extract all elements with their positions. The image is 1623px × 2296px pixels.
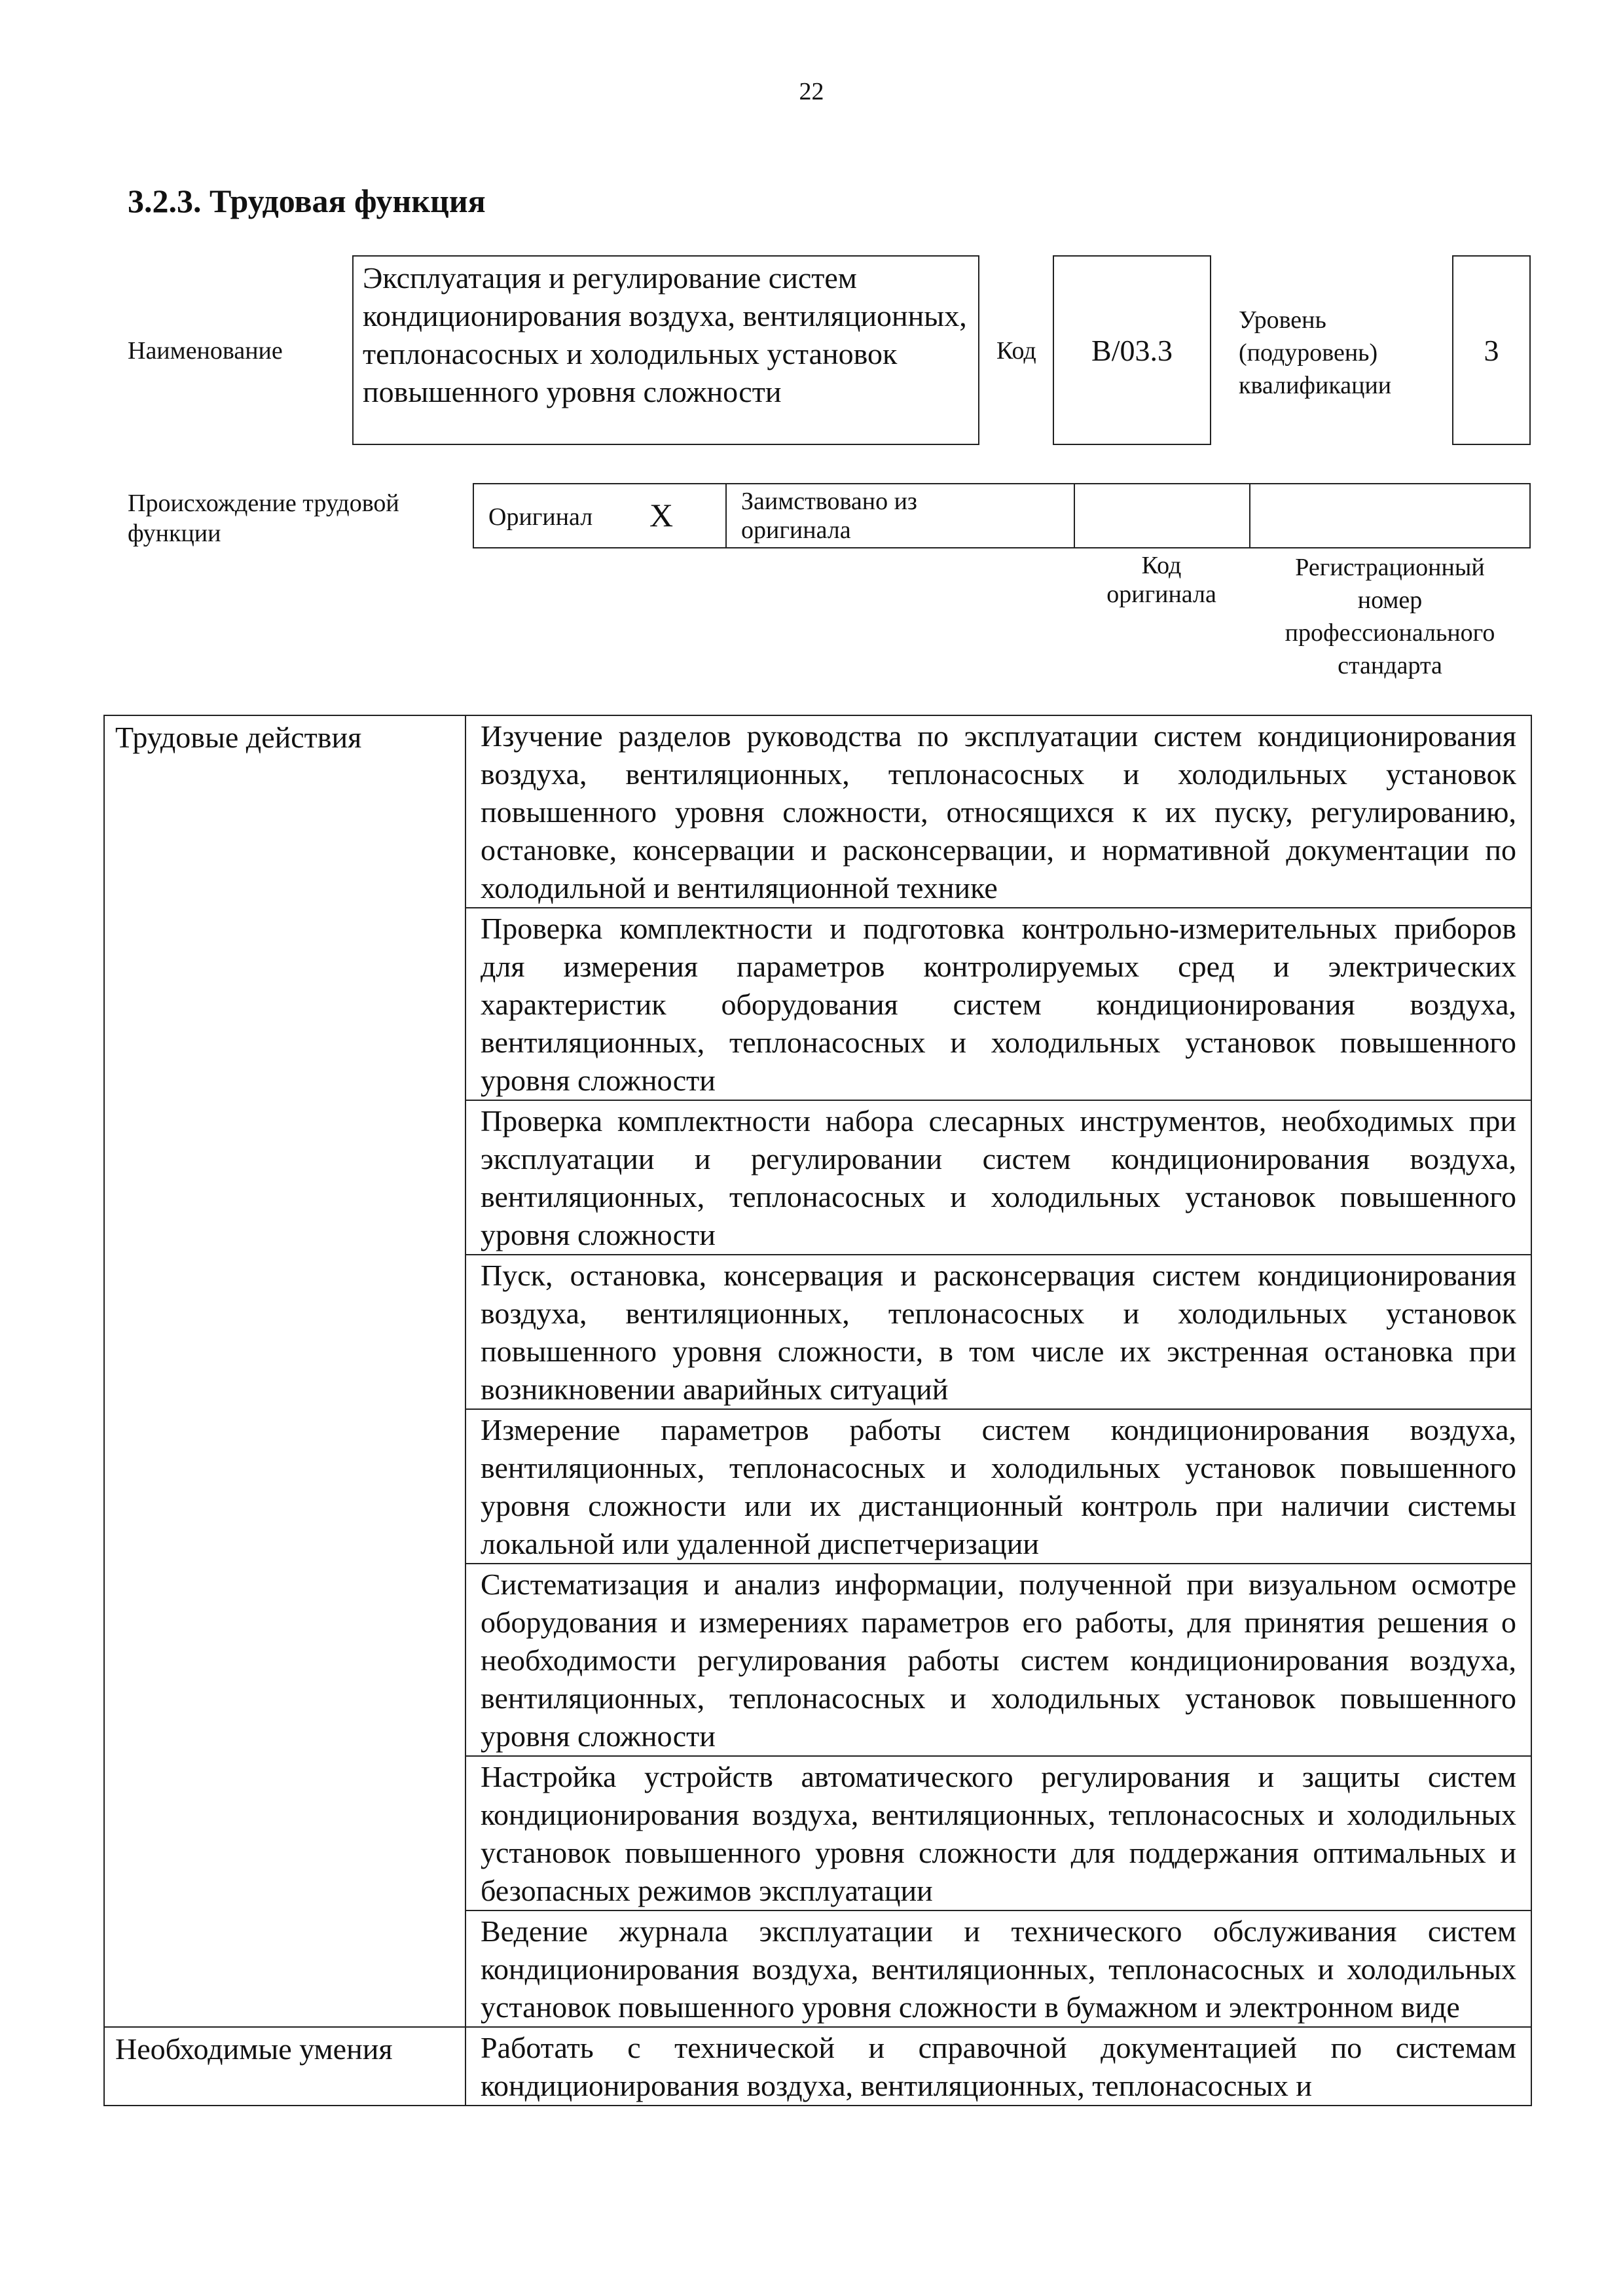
origin-mark: X [649,497,674,533]
code-label: Код [996,337,1036,365]
table-row [104,715,1531,908]
labor-action: Проверка комплектности и подготовка контрольно-измерительных приборов для измерения параметров контролируемых сред и электрических характеристик оборудования систем кондиционирования воздуха, вентиляционных, теплонасосных и холодильных установок повышенного уровня сложности [465,908,1531,1100]
labor-action: Проверка комплектности набора слесарных инструментов, необходимых при эксплуатации и регулировании систем кондиционирования воздуха, вентиляционных, теплонасосных и холодильных установок повышенного уровня сложности [465,1100,1531,1255]
labor-action: Ведение журнала эксплуатации и технического обслуживания систем кондиционирования воздуха, вентиляционных, теплонасосных и холодильных установок повышенного уровня сложности в бумажном и электронном виде [465,1910,1531,2027]
level-box [1452,255,1531,445]
name-label: Наименование [128,337,283,365]
labor-action: Пуск, остановка, консервация и расконсервация систем кондиционирования воздуха, вентиляционных, теплонасосных и холодильных установок повышенного уровня сложности, в том числе их экстренная остановка при возникновении аварийных ситуаций [465,1255,1531,1409]
origin-original-cell [474,484,727,547]
labor-action: Систематизация и анализ информации, полученной при визуальном осмотре оборудования и измерениях параметров его работы, для принятия решения о необходимости регулирования работы систем кондиционирования воздуха, вентиляционных, теплонасосных и холодильных установок повышенного уровня сложности [465,1564,1531,1756]
table-row [104,2027,1531,2106]
level-label: Уровень (подуровень) квалификации [1239,306,1392,399]
labor-action: Измерение параметров работы систем кондиционирования воздуха, вентиляционных, теплонасосных и холодильных установок повышенного уровня сложности или их дистанционный контроль при наличии системы локальной или удаленной диспетчеризации [465,1409,1531,1564]
origin-original-label: Оригинал [488,503,593,531]
labor-function-table [103,715,1532,2106]
origin-reg-number-cell [1250,484,1529,547]
origin-reg-caption: Регистрационный номер профессионального стандарта [1285,554,1495,679]
skill-cell [465,2027,1531,2106]
page-number: 22 [799,78,824,105]
function-name: Эксплуатация и регулирование систем кондиционирования воздуха, вентиляционных, теплонасосных и холодильных установок повышенного уровня сложности [363,261,967,408]
function-name-box [352,255,979,445]
code-box [1053,255,1211,445]
origin-label: Происхождение трудовой функции [128,490,399,547]
labor-action: Изучение разделов руководства по эксплуатации систем кондиционирования воздуха, вентиляционных, теплонасосных и холодильных установок повышенного уровня сложности, относящихся к их пуску, регулированию, остановке, консервации и расконсервации, и нормативной документации по холодильной и вентиляционной технике [465,715,1531,908]
section-title: 3.2.3. Трудовая функция [128,183,486,219]
labor-action: Настройка устройств автоматического регулирования и защиты систем кондиционирования воздуха, вентиляционных, теплонасосных и холодильных установок повышенного уровня сложности для поддержания оптимальных и безопасных режимов эксплуатации [465,1756,1531,1910]
level-value: 3 [1484,333,1499,367]
skill-item: Работать с технической и справочной документацией по системам кондиционирования воздуха, вентиляционных, теплонасосных и [481,2031,1516,2102]
origin-code-caption: Код оригинала [1106,552,1216,608]
origin-code-cell [1075,484,1250,547]
labor-actions-label: Трудовые действия [104,715,465,2027]
origin-table [473,483,1531,548]
origin-borrowed-cell: Заимствовано из оригинала [727,484,1075,547]
code-value: B/03.3 [1091,333,1173,367]
skills-label: Необходимые умения [104,2027,465,2106]
